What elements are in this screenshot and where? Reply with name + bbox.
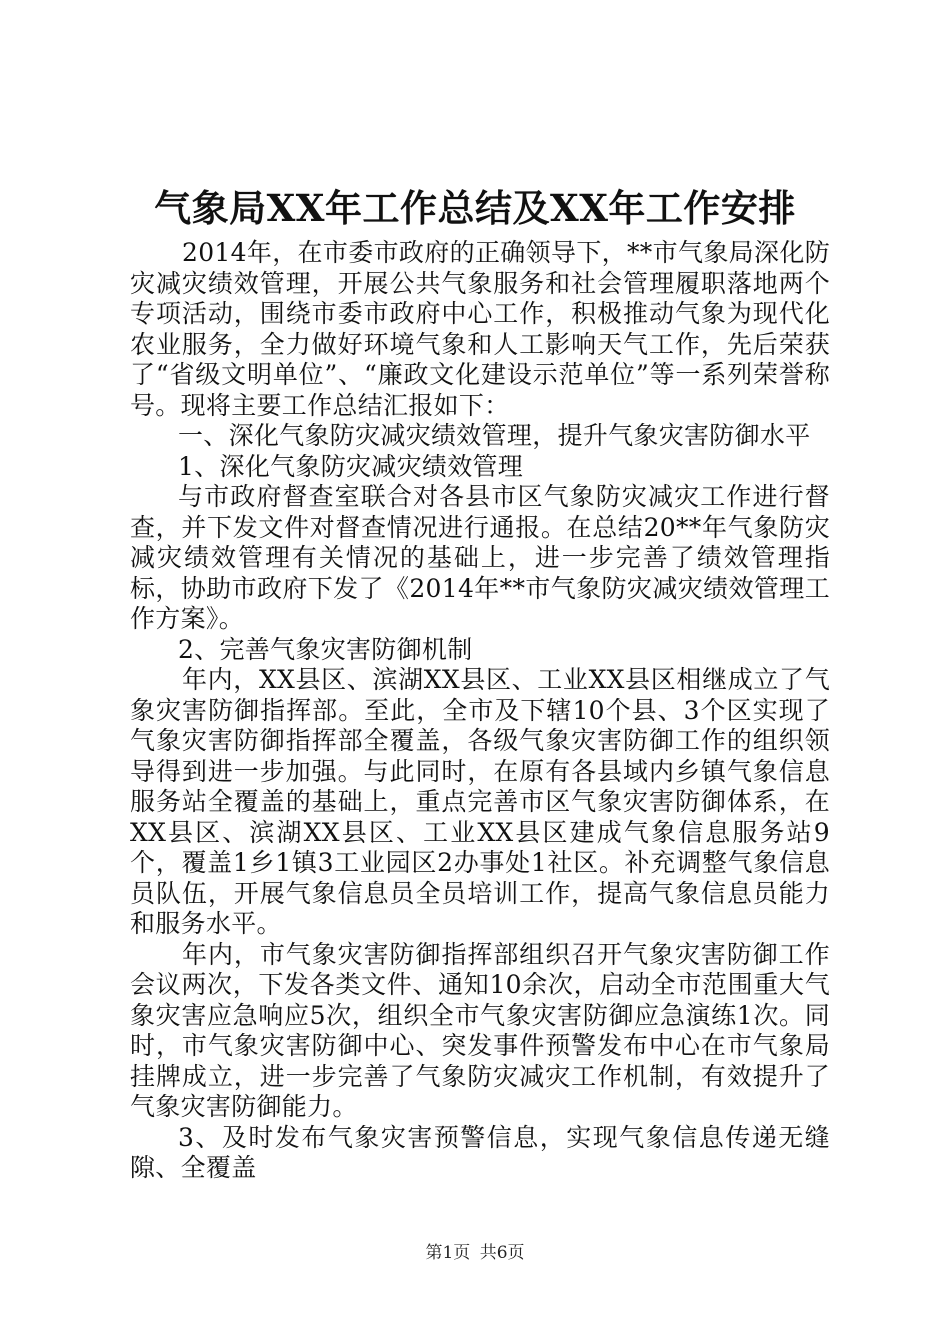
subsection-heading-1: 1、深化气象防灾减灾绩效管理 xyxy=(178,451,524,481)
page-number: 第1页 xyxy=(425,1243,471,1263)
document-body xyxy=(130,238,830,1184)
body-paragraph: 年内，XX县区、滨湖XX县区、工业XX县区相继成立了气象灾害防御指挥部。至此，全市及下辖10个县、3个区实现了气象灾害防御指挥部全覆盖，各级气象灾害防御工作的组织领导得到进一步加强。与此同时，在原有各县域内乡镇气象信息服务站全覆盖的基础上，重点完善市区气象灾害防御体系，在XX县区、滨湖XX县区、工业XX县区建成气象信息服务站9个，覆盖1乡1镇3工业园区2办事处1社区。补充调整气象信息员队伍，开展气象信息员全员培训工作，提高气象信息员能力和服务水平。 xyxy=(130,665,830,938)
subsection-heading-2: 2、完善气象灾害防御机制 xyxy=(178,634,473,664)
intro-paragraph: 2014年，在市委市政府的正确领导下，**市气象局深化防灾减灾绩效管理，开展公共气象服务和社会管理履职落地两个专项活动，围绕市委市政府中心工作，积极推动气象为现代化农业服务，全力做好环境气象和人工影响天气工作，先后荣获了“省级文明单位”、“廉政文化建设示范单位”等一系列荣誉称号。现将主要工作总结汇报如下： xyxy=(130,238,830,420)
page-total: 共6页 xyxy=(479,1243,525,1263)
document-title: 气象局XX年工作总结及XX年工作安排 xyxy=(154,186,796,230)
body-paragraph: 年内，市气象灾害防御指挥部组织召开气象灾害防御工作会议两次，下发各类文件、通知10余次，启动全市范围重大气象灾害应急响应5次，组织全市气象灾害防御应急演练1次。同时，市气象灾害防御中心、突发事件预警发布中心在市气象局挂牌成立，进一步完善了气象防灾减灾工作机制，有效提升了气象灾害防御能力。 xyxy=(130,939,830,1121)
subsection-heading-3: 3、及时发布气象灾害预警信息，实现气象信息传递无缝隙、全覆盖 xyxy=(130,1122,830,1182)
body-paragraph: 与市政府督查室联合对各县市区气象防灾减灾工作进行督查，并下发文件对督查情况进行通报。在总结20**年气象防灾减灾绩效管理有关情况的基础上，进一步完善了绩效管理指标，协助市政府下发了《2014年**市气象防灾减灾绩效管理工作方案》。 xyxy=(130,482,830,633)
section-heading-1: 一、深化气象防灾减灾绩效管理，提升气象灾害防御水平 xyxy=(178,421,811,450)
page-footer xyxy=(0,1241,950,1265)
